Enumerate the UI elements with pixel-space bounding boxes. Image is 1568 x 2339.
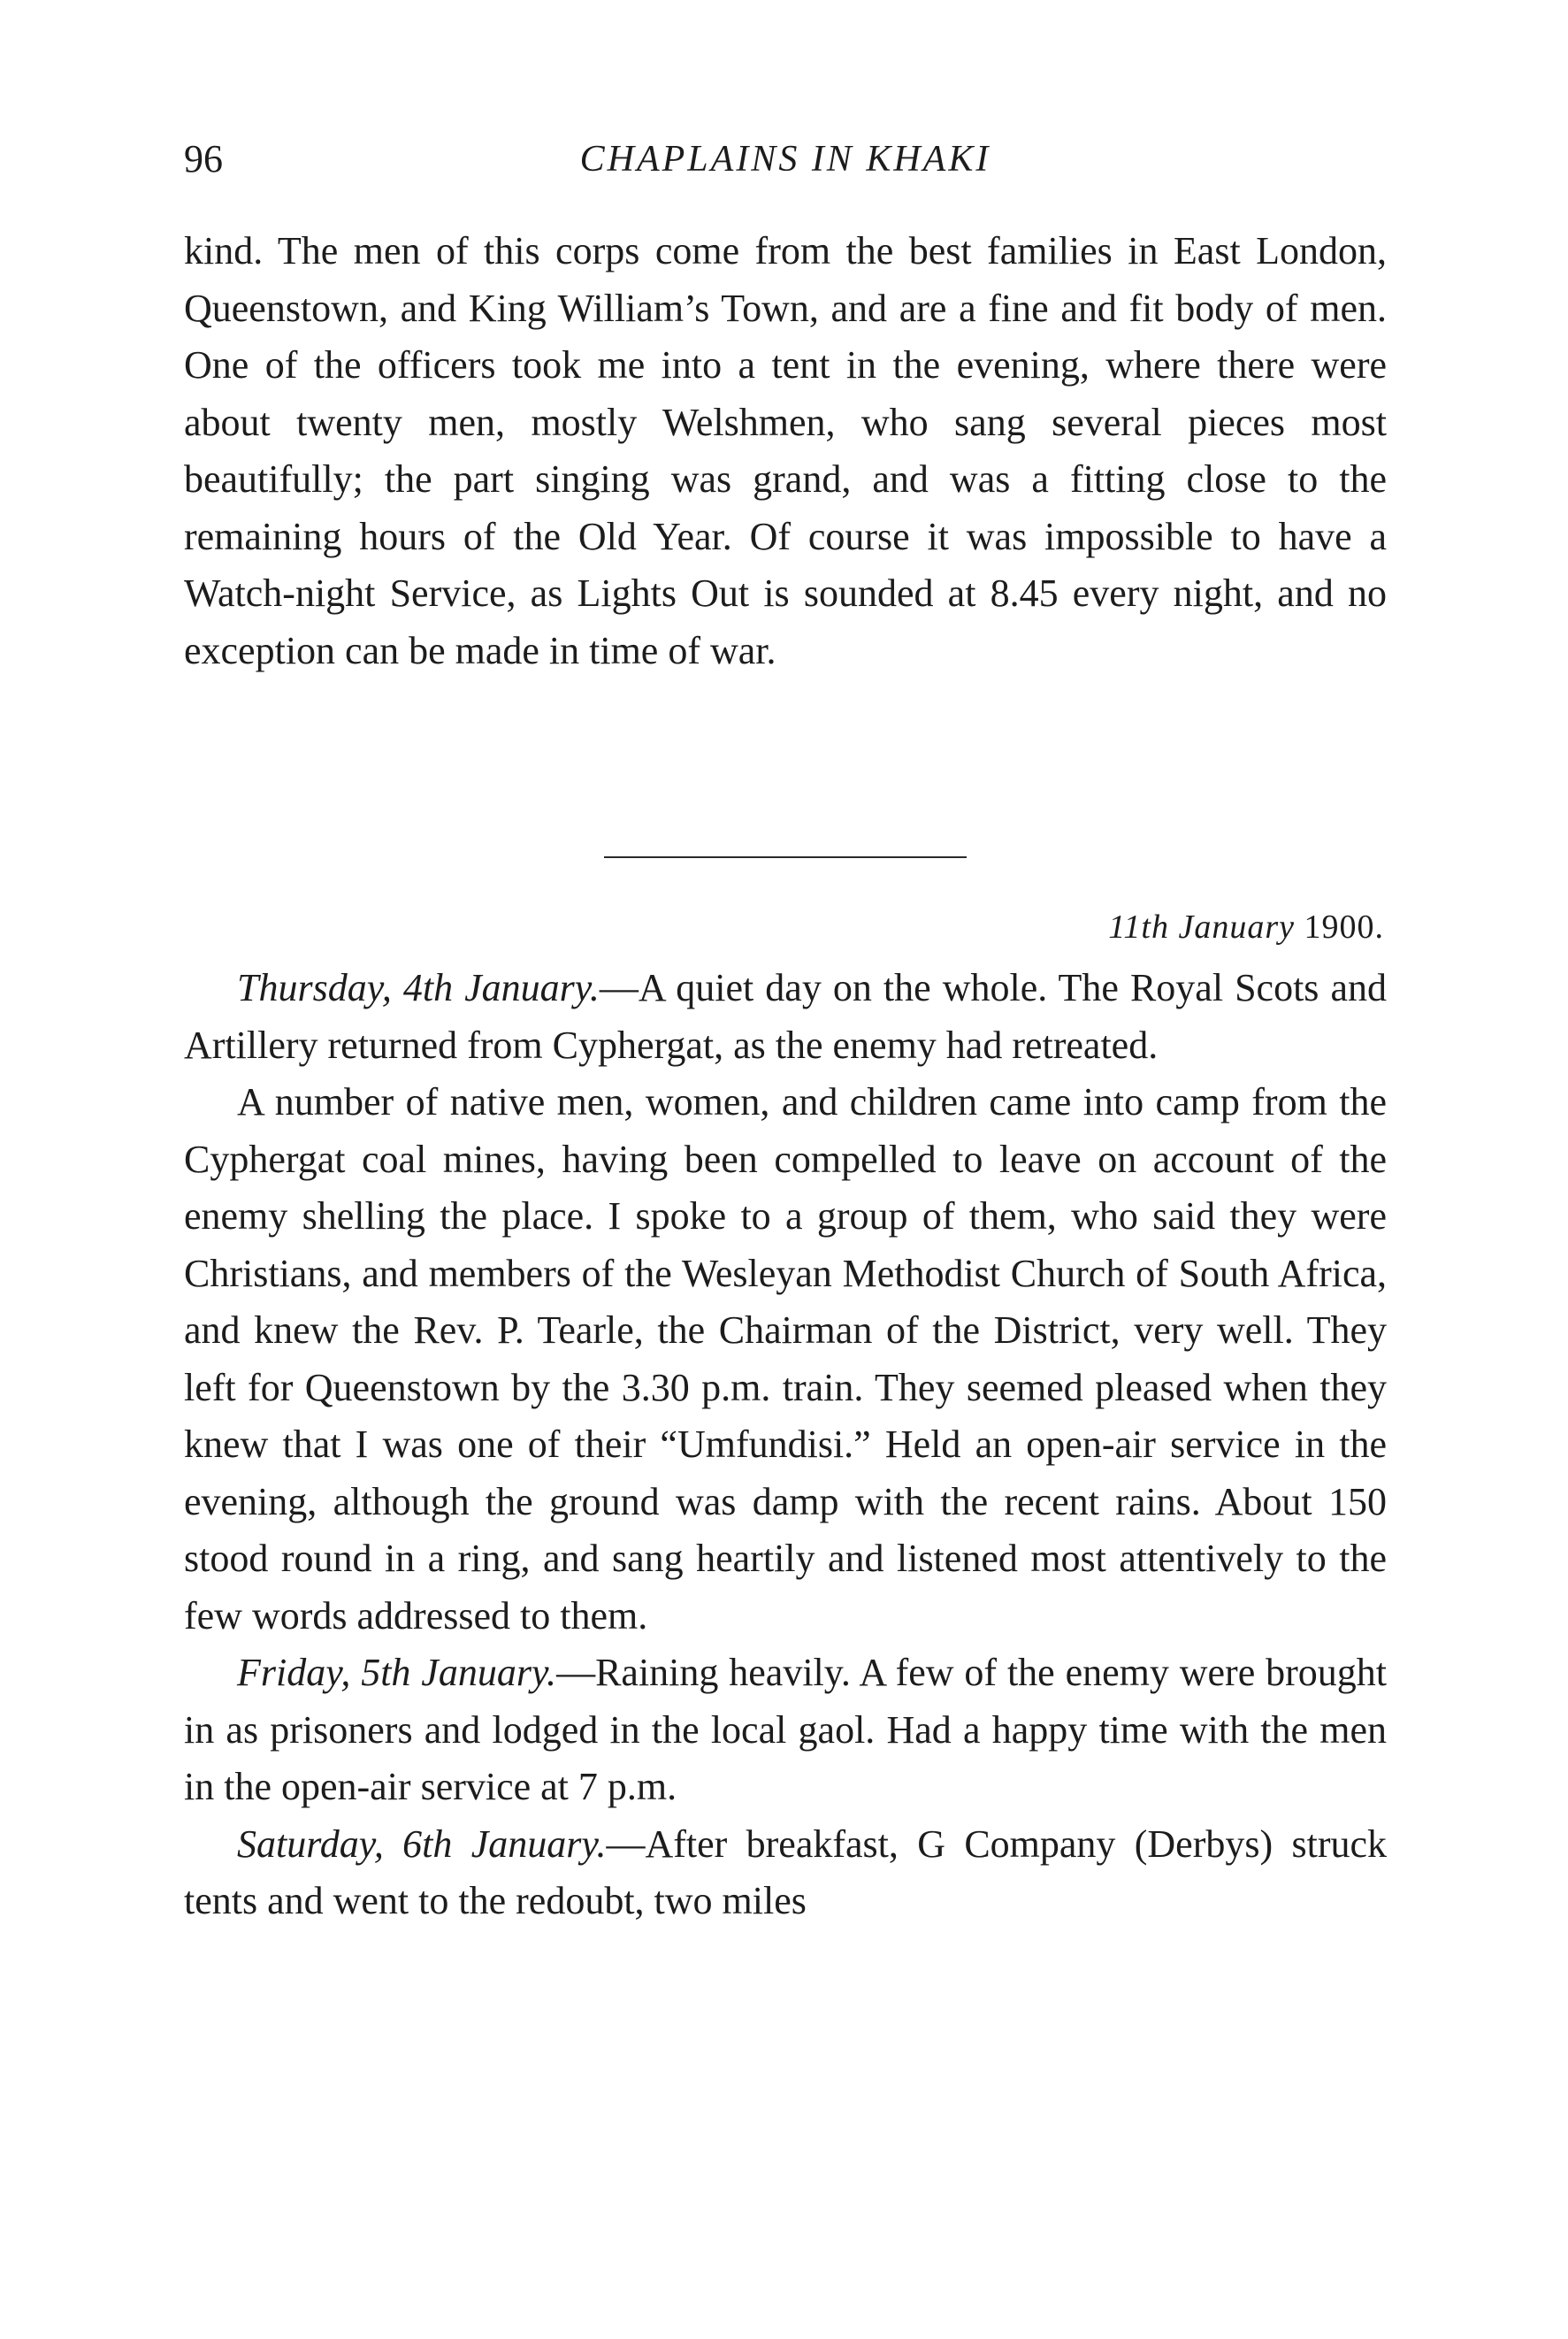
diary-entry-friday (184, 1645, 1387, 1816)
diary-entries (184, 960, 1387, 1930)
diary-entry-thursday (184, 960, 1387, 1074)
page-number: 96 (184, 137, 223, 180)
paragraph-continued: kind. The men of this corps come from the best families in East London, Queenstown, and King William’s Town, and are a fine and fit body of men. One of the officers took me into a tent in the evening, where there were about twenty men, mostly Welshmen, who sang several pieces most beautifully; the part singing was grand, and was a fitting close to the remaining hours of the Old Year. Of course it was impossible to have a Watch-night Service, as Lights Out is sounded at 8.45 every night, and no exception can be made in time of war. (184, 229, 1387, 672)
entry-text: A number of native men, women, and children came into camp from the Cyphergat coal mines, having been compelled to leave on account of the enemy shelling the place. I spoke to a group of them, who said they were Christians, and members of the Wesleyan Methodist Church of South Africa, and knew the Rev. P. Tearle, the Chairman of the District, very well. They left for Queenstown by the 3.30 p.m. train. They seemed pleased when they knew that I was one of their “Umfundisi.” Held an open-air service in the evening, although the ground was damp with the recent rains. About 150 stood round in a ring, and sang heartily and listened most attentively to the few words addressed to them. (184, 1080, 1387, 1637)
diary-paragraph-natives (184, 1074, 1387, 1645)
entry-day-heading: Friday, 5th January. (237, 1651, 557, 1694)
entry-day-heading: Thursday, 4th January. (237, 966, 600, 1009)
diary-entry-saturday (184, 1816, 1387, 1930)
running-head (184, 133, 1387, 186)
running-title: CHAPLAINS IN KHAKI (579, 139, 991, 180)
dateline-year: 1900. (1304, 909, 1384, 946)
entry-text: —A quiet day on the whole. The Royal Scots and Artillery returned from Cyphergat, as the enemy had retreated. (184, 966, 1388, 1067)
dateline-day-month: 11th January (1108, 909, 1295, 946)
entry-text: —Raining heavily. A few of the enemy were brought in as prisoners and lodged in the local gaol. Had a happy time with the men in the open-air service at 7 p.m. (184, 1651, 1387, 1808)
dateline (1108, 901, 1384, 954)
section-divider-rule (604, 856, 967, 858)
entry-day-heading: Saturday, 6th January. (237, 1821, 607, 1866)
entry-text: —After breakfast, G Company (Derbys) struck tents and went to the redoubt, two miles (184, 1821, 1387, 1922)
text-block-continued (184, 223, 1387, 679)
